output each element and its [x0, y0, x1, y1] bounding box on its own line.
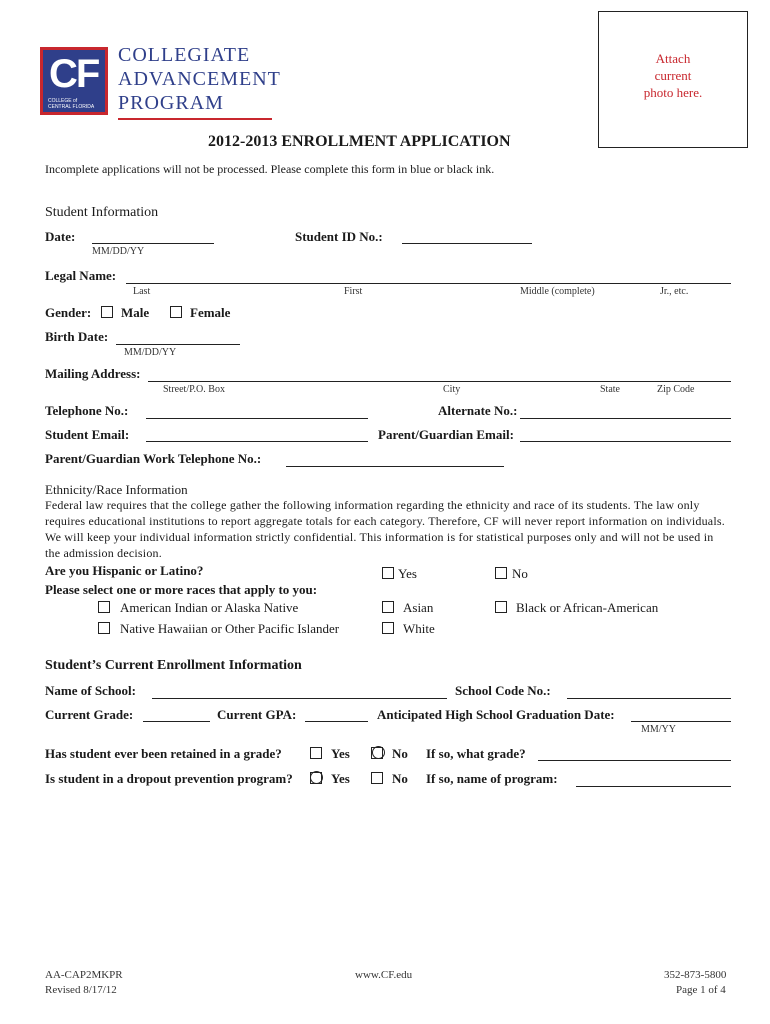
ethnicity-heading: Ethnicity/Race Information: [45, 482, 188, 497]
logo-line-3: PROGRAM: [118, 92, 224, 114]
retained-no-radio-mark: [372, 746, 385, 759]
current-gpa-field[interactable]: [305, 721, 368, 722]
birth-date-hint: MM/DD/YY: [124, 347, 177, 358]
dropout-no-checkbox[interactable]: [371, 772, 383, 784]
race-white-label: White: [403, 621, 435, 636]
logo-sub-line-1: COLLEGE of: [48, 98, 78, 104]
address-hint-street: Street/P.O. Box: [163, 384, 225, 395]
program-name-field[interactable]: [576, 786, 731, 787]
which-grade-field[interactable]: [538, 760, 731, 761]
legal-name-label: Legal Name:: [45, 268, 117, 283]
alternate-field[interactable]: [520, 418, 731, 419]
program-name-label: If so, name of program:: [426, 771, 558, 786]
logo-underline: [118, 118, 272, 120]
dropout-yes-radio-mark: [310, 771, 323, 784]
race-black-checkbox[interactable]: [495, 601, 507, 613]
retained-question: Has student ever been retained in a grade?: [45, 746, 282, 761]
dropout-no-label: No: [392, 771, 408, 786]
cf-logo-mark: [40, 47, 108, 115]
race-asian-checkbox[interactable]: [382, 601, 394, 613]
hispanic-question: Are you Hispanic or Latino?: [45, 563, 204, 578]
current-grade-field[interactable]: [143, 721, 210, 722]
gender-female-label: Female: [190, 305, 231, 320]
school-name-label: Name of School:: [45, 683, 136, 698]
footer-website[interactable]: www.CF.edu: [355, 969, 413, 981]
name-hint-first: First: [344, 286, 363, 297]
retained-yes-checkbox[interactable]: [310, 747, 322, 759]
name-hint-middle: Middle (complete): [520, 286, 595, 297]
grad-date-field[interactable]: [631, 721, 731, 722]
birth-date-label: Birth Date:: [45, 329, 109, 344]
current-grade-label: Current Grade:: [45, 707, 134, 722]
school-code-field[interactable]: [567, 698, 731, 699]
footer-page-number: Page 1 of 4: [676, 984, 726, 996]
photo-instruction: Attach current photo here.: [643, 51, 703, 100]
hispanic-no-label: No: [512, 566, 528, 581]
gender-male-checkbox[interactable]: [101, 306, 113, 318]
footer-phone: 352-873-5800: [664, 969, 727, 981]
races-question: Please select one or more races that apply to you:: [45, 582, 318, 597]
birth-date-field[interactable]: [116, 344, 240, 345]
student-id-field[interactable]: [402, 243, 532, 244]
photo-attachment-box[interactable]: [598, 11, 748, 148]
date-hint: MM/DD/YY: [92, 246, 145, 257]
gender-label: Gender:: [45, 305, 92, 320]
gender-male-label: Male: [121, 305, 150, 320]
footer-form-code: AA-CAP2MKPR: [45, 969, 123, 981]
ethnicity-paragraph: Federal law requires that the college gather the following information regarding the ethnicity and race of its students. The law only requires educational institutions to report aggregate totals for each category. Therefore, CF will never report information on individuals. We will keep your individual information strictly confidential. This information is for statistical purposes only and will not be used in the admission decision.: [45, 498, 725, 560]
telephone-field[interactable]: [146, 418, 368, 419]
parent-email-field[interactable]: [520, 441, 731, 442]
parent-email-label: Parent/Guardian Email:: [378, 427, 514, 442]
logo-subtitle: [48, 98, 94, 110]
retained-no-label: No: [392, 746, 408, 761]
mailing-address-field[interactable]: [148, 381, 731, 382]
logo-cf-letters: CF: [49, 52, 99, 96]
telephone-label: Telephone No.:: [45, 403, 129, 418]
school-code-label: School Code No.:: [455, 683, 551, 698]
gender-female-checkbox[interactable]: [170, 306, 182, 318]
which-grade-label: If so, what grade?: [426, 746, 526, 761]
parent-work-tel-field[interactable]: [286, 466, 504, 467]
logo-line-2: ADVANCEMENT: [118, 68, 281, 90]
address-hint-zip: Zip Code: [657, 384, 695, 395]
dropout-yes-label: Yes: [331, 771, 350, 786]
race-black-label: Black or African-American: [516, 600, 659, 615]
alternate-label: Alternate No.:: [438, 403, 518, 418]
hispanic-no-checkbox[interactable]: [495, 567, 507, 579]
address-hint-city: City: [443, 384, 461, 395]
current-gpa-label: Current GPA:: [217, 707, 297, 722]
parent-work-tel-label: Parent/Guardian Work Telephone No.:: [45, 451, 262, 466]
race-hawaiian-checkbox[interactable]: [98, 622, 110, 634]
date-field[interactable]: [92, 243, 214, 244]
name-hint-suffix: Jr., etc.: [660, 286, 689, 297]
hispanic-yes-checkbox[interactable]: [382, 567, 394, 579]
race-hawaiian-label: Native Hawaiian or Other Pacific Islander: [120, 621, 340, 636]
address-hint-state: State: [600, 384, 620, 395]
date-label: Date:: [45, 229, 76, 244]
mailing-address-label: Mailing Address:: [45, 366, 141, 381]
student-info-heading: Student Information: [45, 205, 159, 220]
race-asian-label: Asian: [403, 600, 434, 615]
grad-date-label: Anticipated High School Graduation Date:: [377, 707, 615, 722]
legal-name-field[interactable]: [126, 283, 731, 284]
grad-date-hint: MM/YY: [641, 724, 677, 735]
student-email-field[interactable]: [146, 441, 368, 442]
school-name-field[interactable]: [152, 698, 447, 699]
page-title: 2012-2013 ENROLLMENT APPLICATION: [208, 133, 511, 150]
hispanic-yes-label: Yes: [398, 566, 417, 581]
logo-sub-line-2: CENTRAL FLORIDA: [48, 104, 95, 110]
name-hint-last: Last: [133, 286, 151, 297]
dropout-question: Is student in a dropout prevention program?: [45, 771, 293, 786]
race-white-checkbox[interactable]: [382, 622, 394, 634]
retained-yes-label: Yes: [331, 746, 350, 761]
enrollment-heading: Student’s Current Enrollment Information: [45, 658, 302, 673]
intro-instructions: Incomplete applications will not be processed. Please complete this form in blue or black ink.: [45, 162, 495, 176]
logo-line-1: COLLEGIATE: [118, 44, 251, 66]
student-email-label: Student Email:: [45, 427, 130, 442]
footer-revised: Revised 8/17/12: [45, 984, 117, 996]
race-american-indian-label: American Indian or Alaska Native: [120, 600, 299, 615]
race-american-indian-checkbox[interactable]: [98, 601, 110, 613]
student-id-label: Student ID No.:: [295, 229, 383, 244]
